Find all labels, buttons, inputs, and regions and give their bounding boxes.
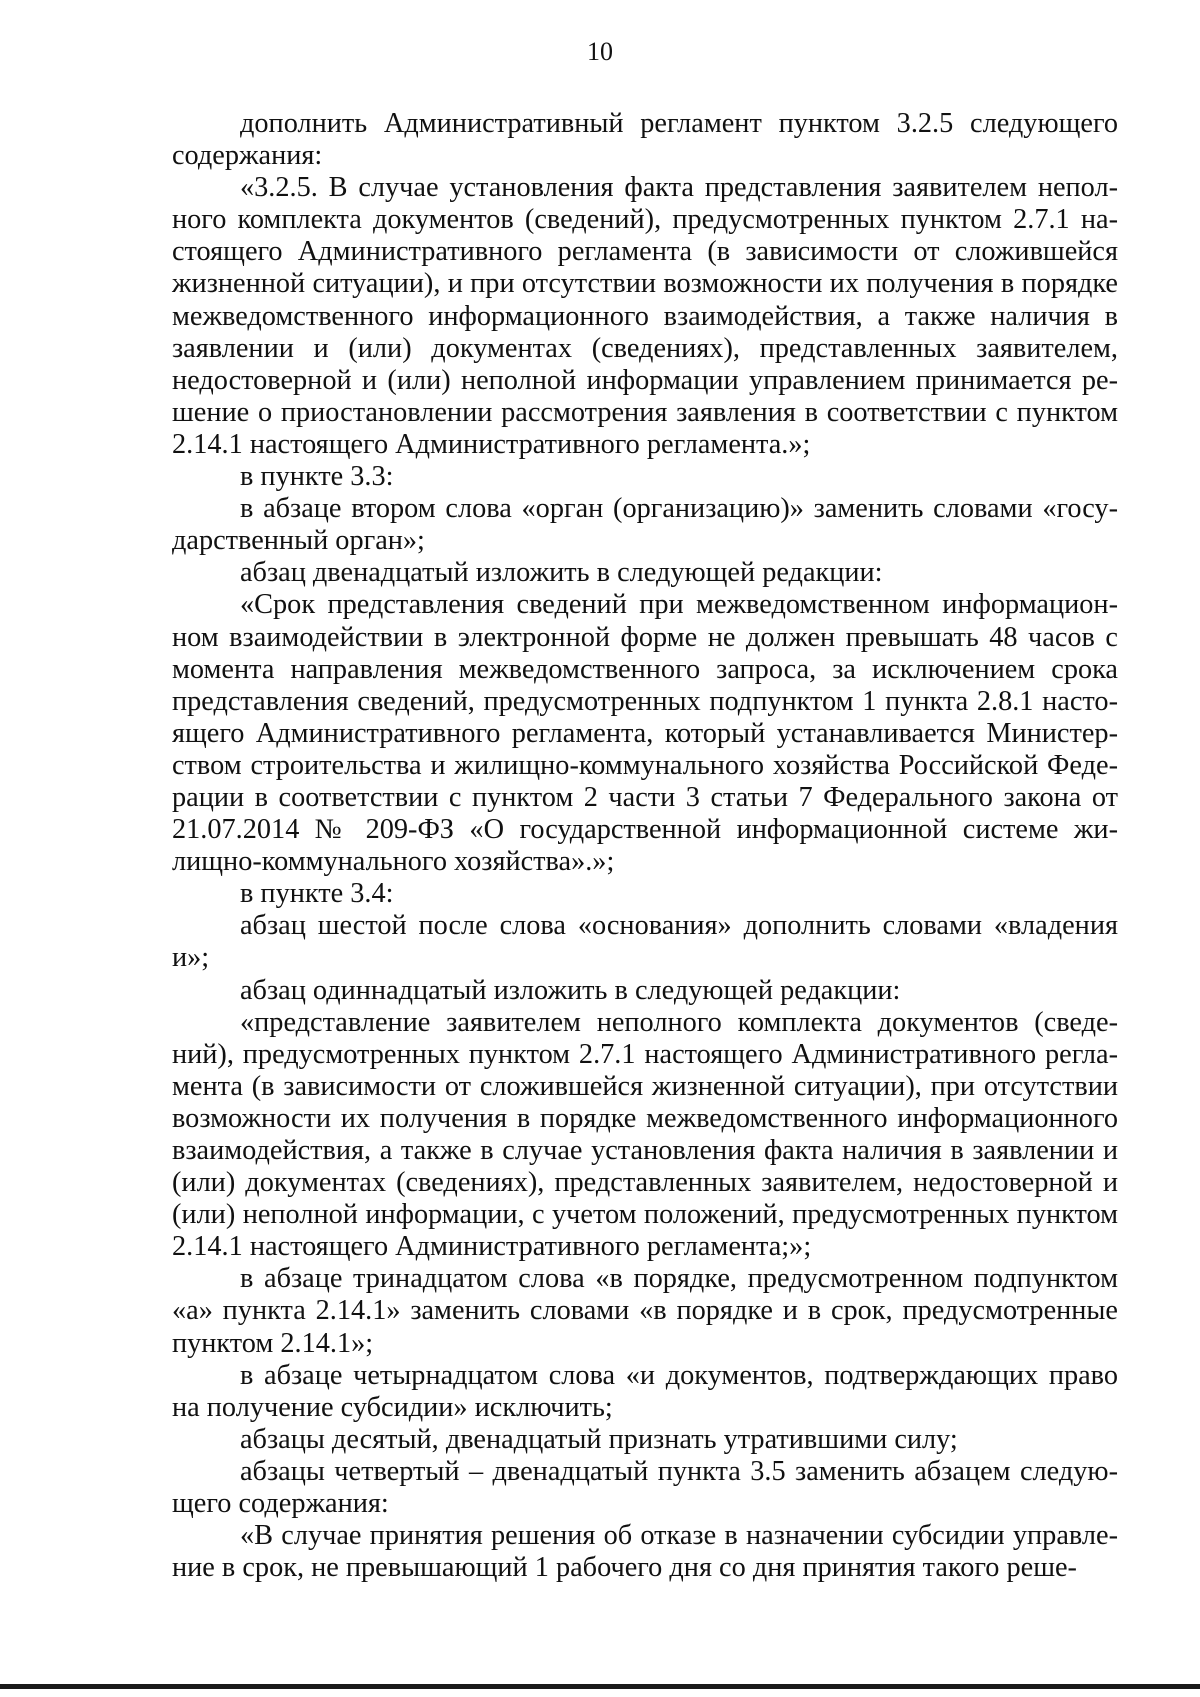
scan-bottom-edge [0,1684,1200,1689]
paragraph: абзацы четвертый – двенадцатый пункта 3.5 заменить абзацем следующего содержания: [172,1455,1118,1520]
paragraph: в пункте 3.3: [240,461,394,493]
paragraph: «В случае принятия решения об отказе в назначении субсидии управление в срок, не превышающий 1 рабочего дня со дня принятия такого реше- [172,1520,1118,1584]
paragraph: абзац шестой после слова «основания» дополнить словами «владения и»; [172,910,1118,974]
paragraph: в абзаце четырнадцатом слова «и документов, подтверждающих право на получение субсидии» исключить; [172,1359,1118,1423]
paragraph: в абзаце втором слова «орган (организацию)» заменить словами «государственный орган»; [172,493,1118,557]
paragraph: в пункте 3.4: [240,878,394,910]
paragraph: абзац одиннадцатый изложить в следующей редакции: [240,974,901,1006]
paragraph: абзацы десятый, двенадцатый признать утратившими силу; [240,1423,958,1455]
paragraph: в абзаце тринадцатом слова «в порядке, предусмотренном подпунктом «а» пункта 2.14.1» заменить словами «в порядке и в срок, предусмотренные пунктом 2.14.1»; [172,1263,1118,1359]
paragraph: дополнить Административный регламент пунктом 3.2.5 следующего содержания: [172,108,1118,172]
document-body [172,108,1118,1584]
page-number: 10 [587,37,613,66]
paragraph: «Срок представления сведений при межведомственном информационном взаимодействии в электронной форме не должен превышать 48 часов с момента направления межведомственного запроса, за исключением срока представления сведений, предусмотренных подпунктом 1 пункта 2.8.1 настоящего Административного регламента, который устанавливается Министерством строительства и жилищно-коммунального хозяйства Российской Федерации в соответствии с пунктом 2 части 3 статьи 7 Федерального закона от 21.07.2014 № 209-ФЗ «О государственной информационной системе жилищно-коммунального хозяйства».»; [172,589,1118,878]
paragraph: «3.2.5. В случае установления факта представления заявителем неполного комплекта документов (сведений), предусмотренных пунктом 2.7.1 настоящего Административного регламента (в зависимости от сложившейся жизненной ситуации), и при отсутствии возможности их получения в порядке межведомственного информационного взаимодействия, а также наличия в заявлении и (или) документах (сведениях), представленных заявителем, недостоверной и (или) неполной информации управлением принимается решение о приостановлении рассмотрения заявления в соответствии с пунктом 2.14.1 настоящего Административного регламента.»; [172,172,1118,460]
paragraph: абзац двенадцатый изложить в следующей редакции: [240,557,883,589]
paragraph: «представление заявителем неполного комплекта документов (сведений), предусмотренных пунктом 2.7.1 настоящего Административного регламента (в зависимости от сложившейся жизненной ситуации), при отсутствии возможности их получения в порядке межведомственного информационного взаимодействия, а также в случае установления факта наличия в заявлении и (или) документах (сведениях), представленных заявителем, недостоверной и (или) неполной информации, с учетом положений, предусмотренных пунктом 2.14.1 настоящего Административного регламента;»; [172,1006,1118,1263]
